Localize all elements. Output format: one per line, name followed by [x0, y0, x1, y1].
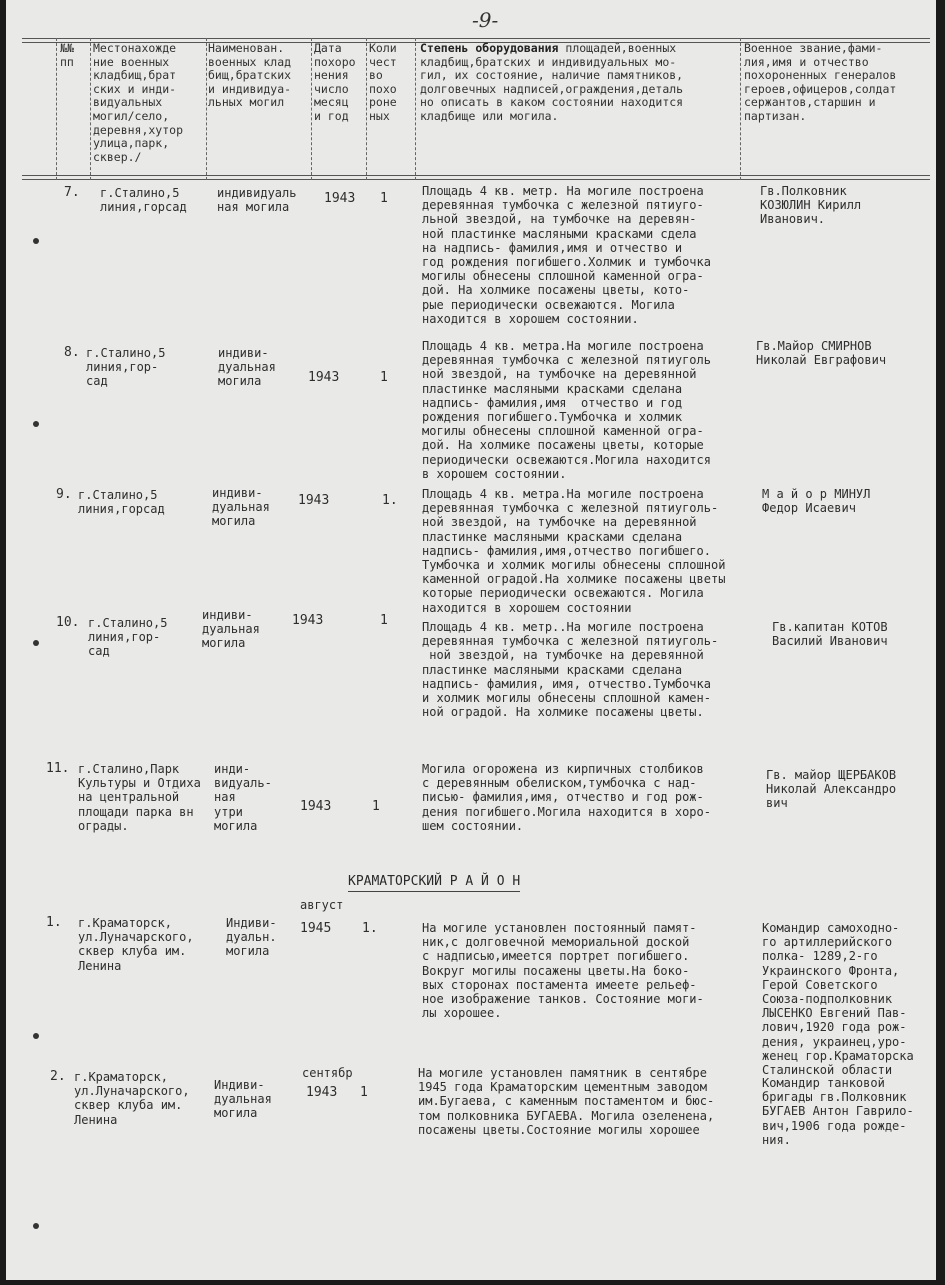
- binder-hole: [33, 1223, 39, 1229]
- binder-hole: [33, 238, 39, 244]
- header-col-location: Местонахожде ние военных кладбищ,брат ских и инди- видуальных могил/село, деревня,хутор улица,парк, сквер./: [93, 41, 184, 164]
- row-grave-type: индиви- дуальная могила: [212, 486, 270, 529]
- row-date: 1943: [298, 493, 330, 508]
- row-number: 2.: [50, 1069, 66, 1084]
- row-condition: Площадь 4 кв. метра.На могиле построена деревянная тумбочка с железной пятиуголь ной звездой, на тумбочке на деревянной пластинке масляными красками сделана надпись- фамилия,имя отчество и год рождения погибшего.Тумбочка и холмик могилы обнесены сплошной каменной огра- дой. На холмике посажены цветы, которые периодически освежаются.Могила находится в хорошем состоянии.: [422, 339, 711, 481]
- column-divider: [206, 38, 207, 180]
- page-number: -9-: [472, 8, 499, 32]
- row-grave-type: Индиви- дуальн. могила: [226, 916, 277, 959]
- column-divider: [311, 38, 312, 180]
- header-col-count: Коли чест во похо роне ных: [369, 41, 397, 123]
- row-count: 1.: [382, 493, 398, 508]
- binder-hole: [33, 640, 39, 646]
- column-divider: [415, 38, 416, 180]
- row-date: 1943: [324, 191, 356, 206]
- row-location: г.Сталино,Парк Культуры и Отдиха на центральной площади парка вн ограды.: [78, 762, 201, 833]
- row-location: г.Сталино,5 линия,горсад: [78, 488, 165, 517]
- row-count: 1: [360, 1085, 368, 1100]
- row-count: 1: [380, 370, 388, 385]
- row-condition: Площадь 4 кв. метра.На могиле построена деревянная тумбочка с железной пятиуголь- ной звездой, на тумбочке на деревянной пластинке масляными красками сделана надпись- фамилия,имя,отчество погибшего. Тумбочка и холмик могилы обнесены сплошной каменной оградой.На холмике посажены цветы которые периодически освежаются. Могила находится в хорошем состоянии: [422, 487, 726, 615]
- row-number: 1.: [46, 915, 62, 930]
- row-grave-type: индивидуаль ная могила: [217, 186, 297, 215]
- row-location: г.Сталино,5 линия,горсад: [100, 186, 187, 215]
- row-location: г.Краматорск, ул.Луначарского, сквер клуба им. Ленина: [74, 1070, 190, 1127]
- row-number: 10.: [56, 615, 80, 630]
- row-number: 9.: [56, 487, 72, 502]
- binder-hole: [33, 421, 39, 427]
- header-col-name: Наименован. военных клад бищ,братских и индивидуа- льных могил: [208, 41, 292, 110]
- row-grave-type: индиви- дуальная могила: [218, 346, 276, 389]
- row-buried-person: М а й о р МИНУЛ Федор Исаевич: [762, 487, 871, 516]
- row-buried-person: Гв.капитан КОТОВ Василий Иванович: [772, 620, 888, 649]
- column-divider: [740, 38, 741, 180]
- row-condition: Площадь 4 кв. метр. На могиле построена деревянная тумбочка с железной пятиуго- льной звездой, на тумбочке на деревян- ной пластинке масляными красками сдела на надпись- фамилия,имя и отчество и год рождения погибшего.Холмик и тумбочка могилы обнесены сплошной каменной огра- дой. На холмике посажены цветы, кото- рые периодически освежаются. Могила находится в хорошем состоянии.: [422, 184, 711, 326]
- header-col-condition: [420, 42, 683, 124]
- column-divider: [90, 38, 91, 180]
- header-condition-rest: площадей,военных кладбищ,братских и индивидуальных мо- гил, их состояние, наличие памятников, долговечных надписей,ограждения,деталь но описать в каком состоянии находится кладбище или могила.: [420, 41, 684, 123]
- section-title: КРАМАТОРСКИЙ Р А Й О Н: [348, 874, 520, 892]
- row-count: 1: [380, 613, 388, 628]
- row-grave-type: Индиви- дуальная могила: [214, 1078, 272, 1121]
- row-condition: Могила огорожена из кирпичных столбиков с деревянным обелиском,тумбочка с над- писью- фамилия,имя, отчество и год рож- дения погибшего.Могила находится в хоро- шем состоянии.: [422, 762, 711, 833]
- row-date: 1943: [308, 370, 340, 385]
- row-date: 1945: [300, 921, 332, 936]
- column-divider: [366, 38, 367, 180]
- row-condition: На могиле установлен памятник в сентябре 1945 года Краматорским цементным заводом им.Бугаева, с каменным постаментом и бюс- том полковника БУГАЕВА. Могила озеленена, посажены цветы.Состояние могилы хорошее: [418, 1066, 715, 1137]
- row-number: 8.: [64, 345, 80, 360]
- row-buried-person: Гв.Полковник КОЗЮЛИН Кирилл Иванович.: [760, 184, 862, 227]
- header-col-rank: Военное звание,фами- лия,имя и отчество похороненных генералов героев,офицеров,солдат сержантов,старшин и партизан.: [744, 41, 897, 123]
- row-grave-type: инди- видуаль- ная утри могила: [214, 762, 272, 833]
- row-location: г.Сталино,5 линия,гор- сад: [88, 616, 168, 659]
- header-bottom-rule: [22, 175, 930, 180]
- row-count: 1.: [362, 921, 378, 936]
- row-count: 1: [380, 191, 388, 206]
- row-buried-person: Гв.Майор СМИРНОВ Николай Евграфович: [756, 339, 887, 368]
- row-number: 7.: [64, 185, 80, 200]
- row-location: г.Сталино,5 линия,гор- сад: [86, 346, 166, 389]
- row-date: 1943: [300, 799, 332, 814]
- header-condition-bold: Степень оборудования: [420, 41, 559, 55]
- row-buried-person: Гв. майор ЩЕРБАКОВ Николай Александро вич: [766, 768, 897, 811]
- row-date-month: август: [300, 898, 344, 912]
- header-col-date: Дата похоро нения число месяц и год: [314, 41, 356, 123]
- header-col-number: №№ пп: [60, 41, 74, 69]
- row-condition: Площадь 4 кв. метр..На могиле построена деревянная тумбочка с железной пятиуголь- ной звездой, на тумбочке на деревянной пластинке масляными красками сделана надпись- фамилия, имя, отчество.Тумбочка и холмик могилы обнесены сплошной камен- ной оградой. На холмике посажены цветы.: [422, 620, 719, 720]
- row-date: 1943: [306, 1085, 338, 1100]
- row-date: 1943: [292, 613, 324, 628]
- row-condition: На могиле установлен постоянный памят- ник,с долговечной мемориальной доской с надписью,имеется портрет погибшего. Вокруг могилы посажены цветы.На боко- вых сторонах постамента имеете рельеф- ное изображение танков. Состояние моги- лы хорошее.: [422, 921, 704, 1021]
- row-buried-person: Командир танковой бригады гв.Полковник БУГАЕВ Антон Гаврило- вич,1906 года рожде- ния.: [762, 1076, 914, 1147]
- row-location: г.Краматорск, ул.Луначарского, сквер клуба им. Ленина: [78, 916, 194, 973]
- row-buried-person: Командир самоходно- го артиллерийского полка- 1289,2-го Украинского Фронта, Герой Советского Союза-подполковник ЛЫСЕНКО Евгений Пав- лович,1920 года рож- дения, украинец,уро- женец гор.Краматорска Сталинской области: [762, 921, 914, 1078]
- binder-hole: [33, 1033, 39, 1039]
- column-divider: [56, 38, 57, 180]
- row-grave-type: индиви- дуальная могила: [202, 608, 260, 651]
- row-count: 1: [372, 799, 380, 814]
- row-number: 11.: [46, 761, 70, 776]
- row-date-month: сентябр: [302, 1066, 353, 1080]
